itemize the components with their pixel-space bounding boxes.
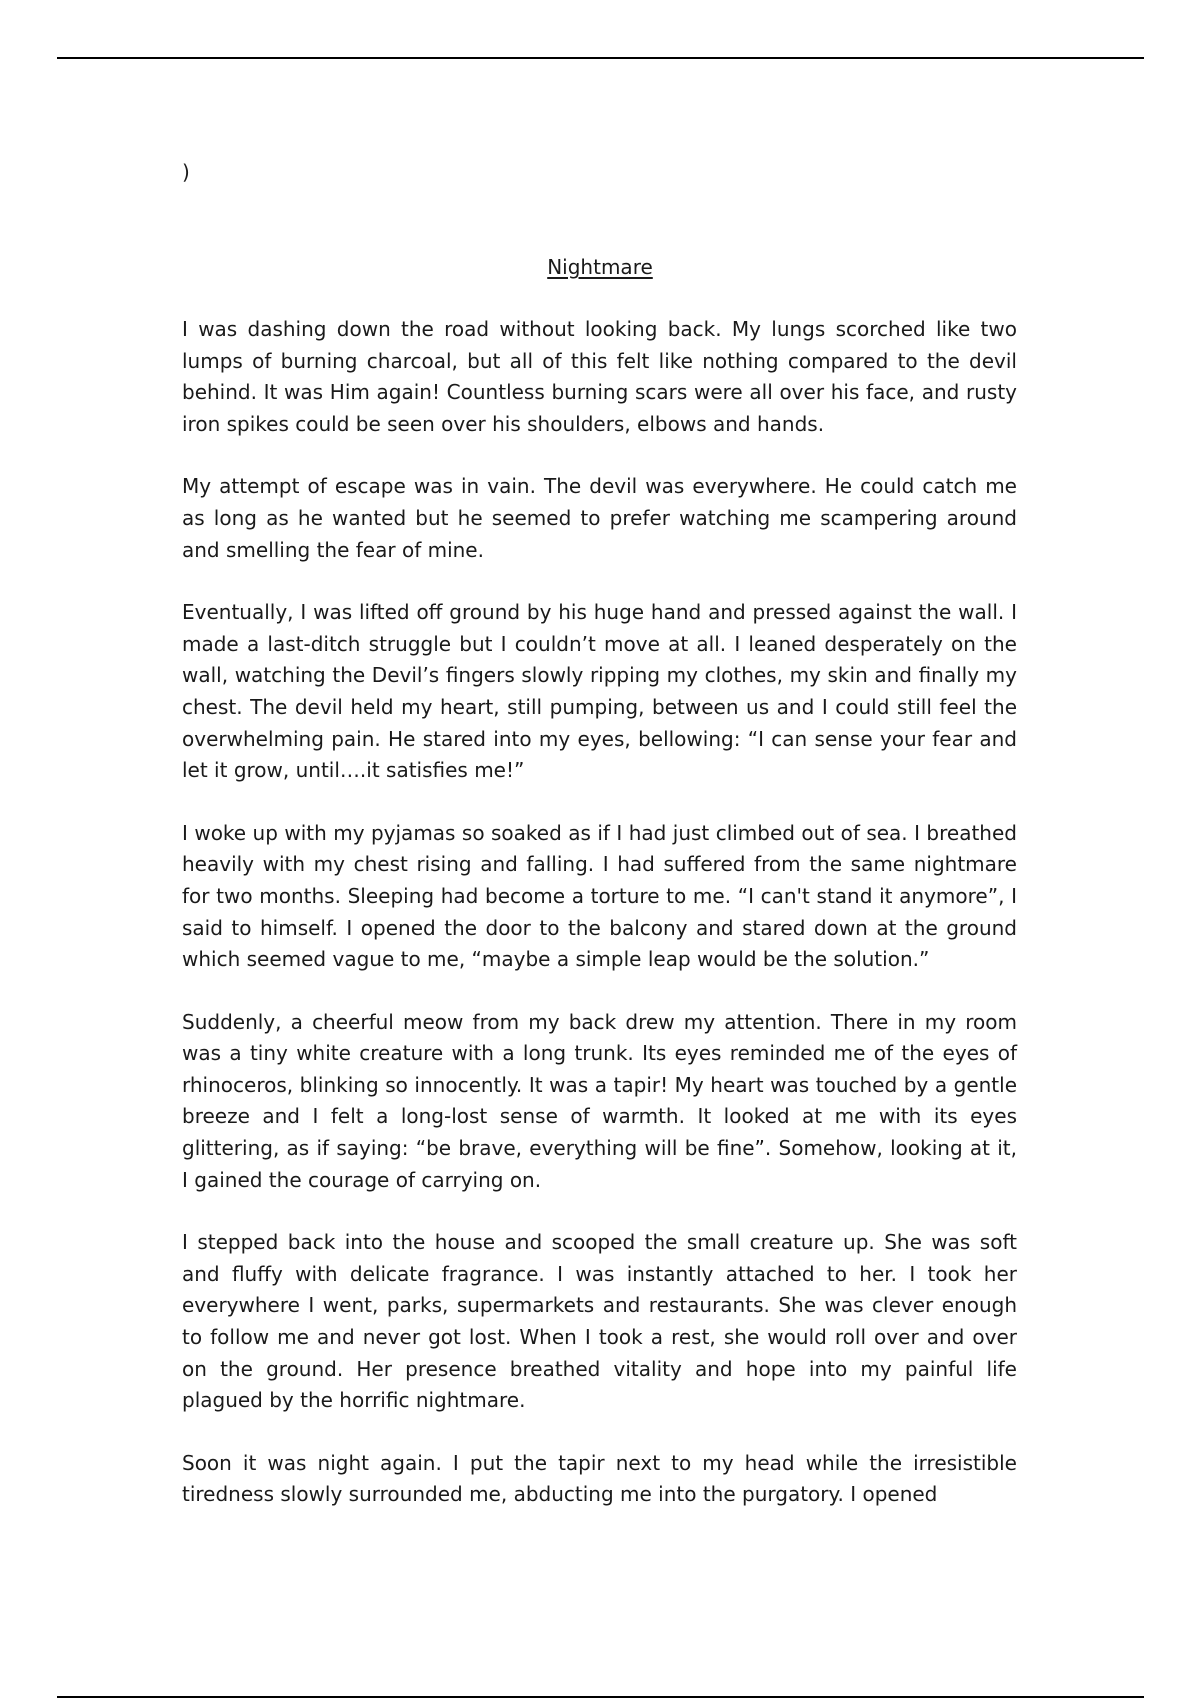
footer-rule (57, 1696, 1144, 1698)
paragraph-3: Eventually, I was lifted off ground by his huge hand and pressed against the wall. I made a last-ditch struggle but I couldn’t move at all. I leaned desperately on the wall, watching the Devil’s fingers slowly ripping my clothes, my skin and finally my chest. The devil held my heart, still pumping, between us and I could still feel the overwhelming pain. He stared into my eyes, bellowing: “I can sense your fear and let it grow, until….it satisfies me!” (182, 600, 1017, 783)
document-title: Nightmare (547, 255, 653, 279)
paragraph-6: I stepped back into the house and scooped the small creature up. She was soft and fluffy with delicate fragrance. I was instantly attached to her. I took her everywhere I went, parks, supermarkets and restaurants. She was clever enough to follow me and never got lost. When I took a rest, she would roll over and over on the ground. Her presence breathed vitality and hope into my painful life plagued by the horrific nightmare. (182, 1230, 1017, 1413)
paragraph-4: I woke up with my pyjamas so soaked as if I had just climbed out of sea. I breathed heavily with my chest rising and falling. I had suffered from the same nightmare for two months. Sleeping had become a torture to me. “I can't stand it anymore”, I said to himself. I opened the door to the balcony and stared down at the ground which seemed vague to me, “maybe a simple leap would be the solution.” (182, 820, 1017, 972)
paragraph-7: Soon it was night again. I put the tapir next to my head while the irresistible tiredness slowly surrounded me, abducting me into the purgatory. I opened (182, 1450, 1017, 1507)
paragraph-2: My attempt of escape was in vain. The devil was everywhere. He could catch me as long as he wanted but he seemed to prefer watching me scampering around and smelling the fear of mine. (182, 474, 1017, 562)
header-rule (57, 57, 1144, 59)
page-mark: ) (182, 160, 190, 184)
paragraph-1: I was dashing down the road without looking back. My lungs scorched like two lumps of burning charcoal, but all of this felt like nothing compared to the devil behind. It was Him again! Countless burning scars were all over his face, and rusty iron spikes could be seen over his shoulders, elbows and hands. (182, 317, 1017, 436)
paragraph-5: Suddenly, a cheerful meow from my back drew my attention. There in my room was a tiny white creature with a long trunk. Its eyes reminded me of the eyes of rhinoceros, blinking so innocently. It was a tapir! My heart was touched by a gentle breeze and I felt a long-lost sense of warmth. It looked at me with its eyes glittering, as if saying: “be brave, everything will be fine”. Somehow, looking at it, I gained the courage of carrying on. (182, 1009, 1017, 1192)
document-body (182, 314, 1017, 1511)
